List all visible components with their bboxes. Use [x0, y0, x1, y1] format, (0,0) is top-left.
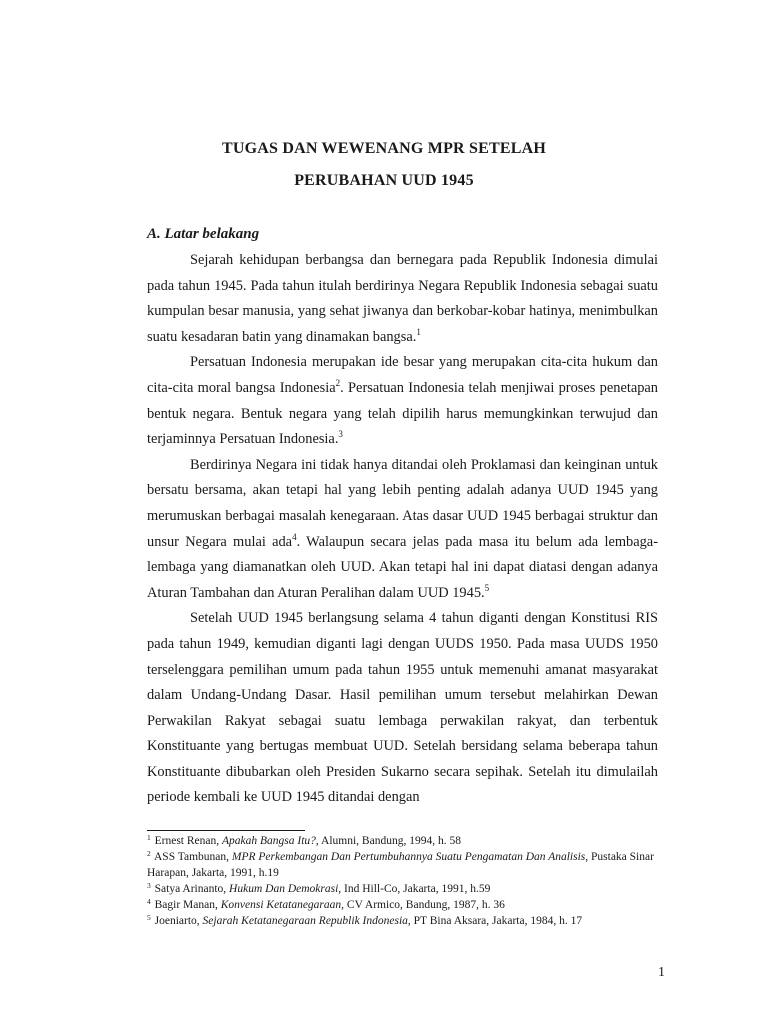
footnote-work: Sejarah Ketatanegaraan Republik Indonesia: [202, 915, 408, 927]
footnote-ref: 1: [416, 326, 421, 337]
footnote-ref: 2: [335, 377, 341, 388]
section-heading: A. Latar belakang: [147, 226, 260, 242]
footnote-ref: 5: [484, 582, 490, 593]
footnote-details: , Pustaka Sinar Harapan, Jakarta, 1991, h.19: [147, 851, 654, 879]
paragraph-text: Persatuan Indonesia merupakan ide besar yang merupakan cita-cita hukum dan cita-cita moral bangsa Indonesia: [147, 354, 658, 396]
footnote-work: Konvensi Ketatanegaraan: [220, 899, 342, 911]
footnote-1: [147, 833, 662, 849]
document-title-line-2: PERUBAHAN UUD 1945: [294, 172, 474, 189]
footnote-ref: 3: [338, 429, 343, 440]
paragraph-text: Setelah UUD 1945 berlangsung selama 4 tahun diganti dengan Konstitusi RIS pada tahun 1949, kemudian diganti lagi dengan UUDS 1950. Pada masa UUDS 1950 terselenggara pemilihan umum pada tahun 1955 untuk memenuhi amanat masyarakat dalam Undang-Undang Dasar. Hasil pemilihan umum tersebut melahirkan Dewan Perwakilan Rakyat sebagai suatu lembaga perwakilan rakyat, dan terbentuk Konstituante yang bertugas membuat UUD. Setelah bersidang selama beberapa tahun Konstituante dibubarkan oleh Presiden Sukarno secara sepihak. Setelah itu dimulailah periode kembali ke UUD 1945 ditandai dengan: [147, 610, 658, 806]
footnote-author: Ernest Renan,: [154, 835, 223, 847]
footnote-separator: [147, 830, 305, 831]
footnote-number: 1: [147, 833, 151, 842]
footnote-details: , CV Armico, Bandung, 1987, h. 36: [341, 899, 505, 911]
footnote-author: Bagir Manan,: [154, 899, 221, 911]
paragraph-3: [147, 453, 658, 607]
paragraph-2: [147, 350, 658, 452]
footnote-details: , Ind Hill-Co, Jakarta, 1991, h.59: [338, 883, 491, 895]
footnote-3: [147, 881, 662, 897]
footnote-number: 4: [147, 897, 151, 906]
footnote-number: 5: [147, 913, 151, 922]
footnote-number: 2: [147, 849, 151, 858]
footnote-4: [147, 897, 662, 913]
paragraph-4: [147, 606, 658, 811]
footnote-details: , Alumni, Bandung, 1994, h. 58: [315, 835, 461, 847]
paragraph-1: [147, 248, 658, 350]
document-title-line-1: TUGAS DAN WEWENANG MPR SETELAH: [222, 140, 546, 157]
paragraph-text: . Walaupun secara jelas pada masa itu belum ada lembaga-lembaga yang diamanatkan oleh UUD. Akan tetapi hal ini dapat diatasi dengan adanya Aturan Tambahan dan Aturan Peralihan dalam UUD 1945.: [147, 533, 658, 601]
footnote-author: ASS Tambunan,: [154, 851, 232, 863]
footnote-number: 3: [147, 881, 151, 890]
paragraph-text: Berdirinya Negara ini tidak hanya ditandai oleh Proklamasi dan keinginan untuk bersatu bersama, akan tetapi hal yang lebih penting adalah adanya UUD 1945 yang merumuskan berbagai masalah kenegaraan. Atas dasar UUD 1945 berbagai struktur dan unsur Negara mulai ada: [147, 456, 658, 550]
footnote-author: Joeniarto,: [154, 915, 203, 927]
footnote-author: Satya Arinanto,: [154, 883, 230, 895]
paragraph-text: . Persatuan Indonesia telah menjiwai proses penetapan bentuk negara. Bentuk negara yang telah dipilih harus memungkinkan terwujud dan terjaminnya Persatuan Indonesia.: [147, 379, 658, 448]
footnote-details: , PT Bina Aksara, Jakarta, 1984, h. 17: [407, 915, 583, 927]
footnote-work: MPR Perkembangan Dan Pertumbuhannya Suatu Pengamatan Dan Analisis: [231, 851, 586, 863]
footnote-work: Hukum Dan Demokrasi: [229, 883, 339, 895]
footnote-2: [147, 849, 662, 881]
footnote-ref: 4: [292, 531, 297, 542]
footnote-5: [147, 913, 662, 929]
paragraph-text: Sejarah kehidupan berbangsa dan bernegara pada Republik Indonesia dimulai pada tahun 1945. Pada tahun itulah berdirinya Negara Republik Indonesia sebagai suatu kumpulan besar manusia, yang sehat jiwanya dan berkobar-kobar hatinya, menimbulkan suatu kesadaran batin yang dinamakan bangsa.: [147, 252, 658, 345]
body-text: [147, 248, 658, 811]
footnotes: [147, 833, 662, 929]
footnote-work: Apakah Bangsa Itu?: [222, 835, 316, 847]
page-number: 1: [658, 965, 665, 980]
